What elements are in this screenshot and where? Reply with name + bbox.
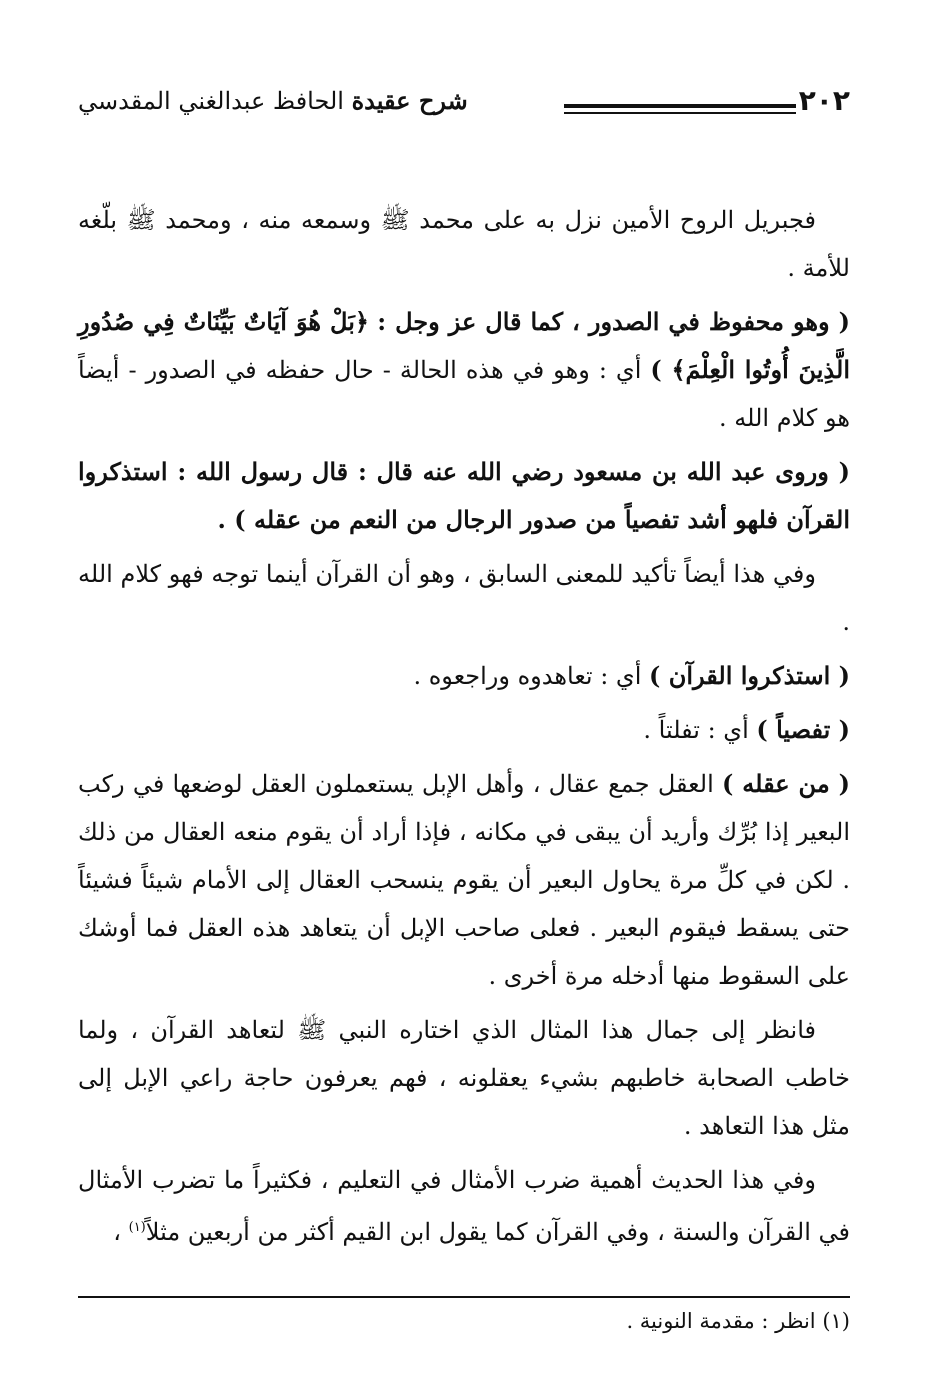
paragraph-3: ( وروى عبد الله بن مسعود رضي الله عنه قال : قال رسول الله : استذكروا القرآن فلهو أشد تفصياً من صدور الرجال من النعم من عقله ) .	[78, 457, 850, 534]
paragraph-7	[78, 760, 850, 1000]
paragraph-6	[78, 706, 850, 754]
paragraph-8: فانظر إلى جمال هذا المثال الذي اختاره النبي ﷺ لتعاهد القرآن ، ولما خاطب الصحابة خاطبهم بشيء يعقلونه ، فهم يعرفون حاجة راعي الإبل إلى مثل هذا التعاهد .	[78, 1016, 850, 1140]
page-number: ٢٠٢	[798, 84, 850, 117]
paragraph-9-text: وفي هذا الحديث أهمية ضرب الأمثال في التعليم ، فكثيراً ما تضرب الأمثال في القرآن والسنة ، وفي القرآن كما يقول ابن القيم أكثر من أربعين مثلاً	[78, 1166, 850, 1246]
quran-verse: ﴿بَلْ هُوَ آيَاتٌ بَيِّنَاتٌ فِي صُدُورِ الَّذِينَ أُوتُوا الْعِلْمَ﴾ )	[78, 307, 850, 384]
footnote-rule	[78, 1296, 850, 1298]
matn-text: ( وهو محفوظ في الصدور ، كما قال عز وجل :	[377, 307, 850, 336]
term-explanation: العقل جمع عقال ، وأهل الإبل يستعملون العقل لوضعها في ركب البعير إذا بُرِّك وأريد أن يبقى في مكانه ، فإذا أراد أن يقوم منعه العقال من ذلك . لكن في كلِّ مرة يحاول البعير أن يقوم ينسحب العقال إلى الأمام شيئاً فشيئاً حتى يسقط فيقوم البعير . فعلى صاحب الإبل أن يتعاهد هذه العقل فما أوشك على السقوط منها أدخله مرة أخرى .	[78, 770, 850, 990]
paragraph-4: وفي هذا أيضاً تأكيد للمعنى السابق ، وهو أن القرآن أينما توجه فهو كلام الله .	[78, 560, 850, 636]
paragraph-9	[78, 1156, 850, 1256]
book-title-bold: شرح عقيدة	[351, 86, 468, 115]
header-rule	[564, 104, 796, 108]
book-title-rest: الحافظ عبدالغني المقدسي	[78, 87, 344, 115]
page-header	[78, 78, 850, 130]
term-explanation: أي : تعاهدوه وراجعوه .	[413, 662, 642, 690]
term-heading: ( من عقله )	[721, 769, 850, 798]
footnote: (١) انظر : مقدمة النونية .	[626, 1309, 850, 1333]
commentary-text: أي : وهو في هذه الحالة - حال حفظه في الصدور - أيضاً هو كلام الله .	[78, 356, 850, 432]
paragraph-2	[78, 298, 850, 442]
term-heading: ( تفصياً )	[756, 715, 850, 744]
term-heading: ( استذكروا القرآن )	[649, 661, 850, 690]
paragraph-5	[78, 652, 850, 700]
paragraph-1: فجبريل الروح الأمين نزل به على محمد ﷺ وسمعه منه ، ومحمد ﷺ بلّغه للأمة .	[78, 206, 850, 282]
footnote-ref[interactable]: (١)	[128, 1220, 146, 1235]
term-explanation: أي : تفلتاً .	[643, 716, 749, 744]
document-page	[78, 78, 850, 1368]
book-title	[78, 86, 468, 115]
paragraph-9-end: ،	[113, 1218, 121, 1246]
body-text	[78, 196, 850, 1262]
